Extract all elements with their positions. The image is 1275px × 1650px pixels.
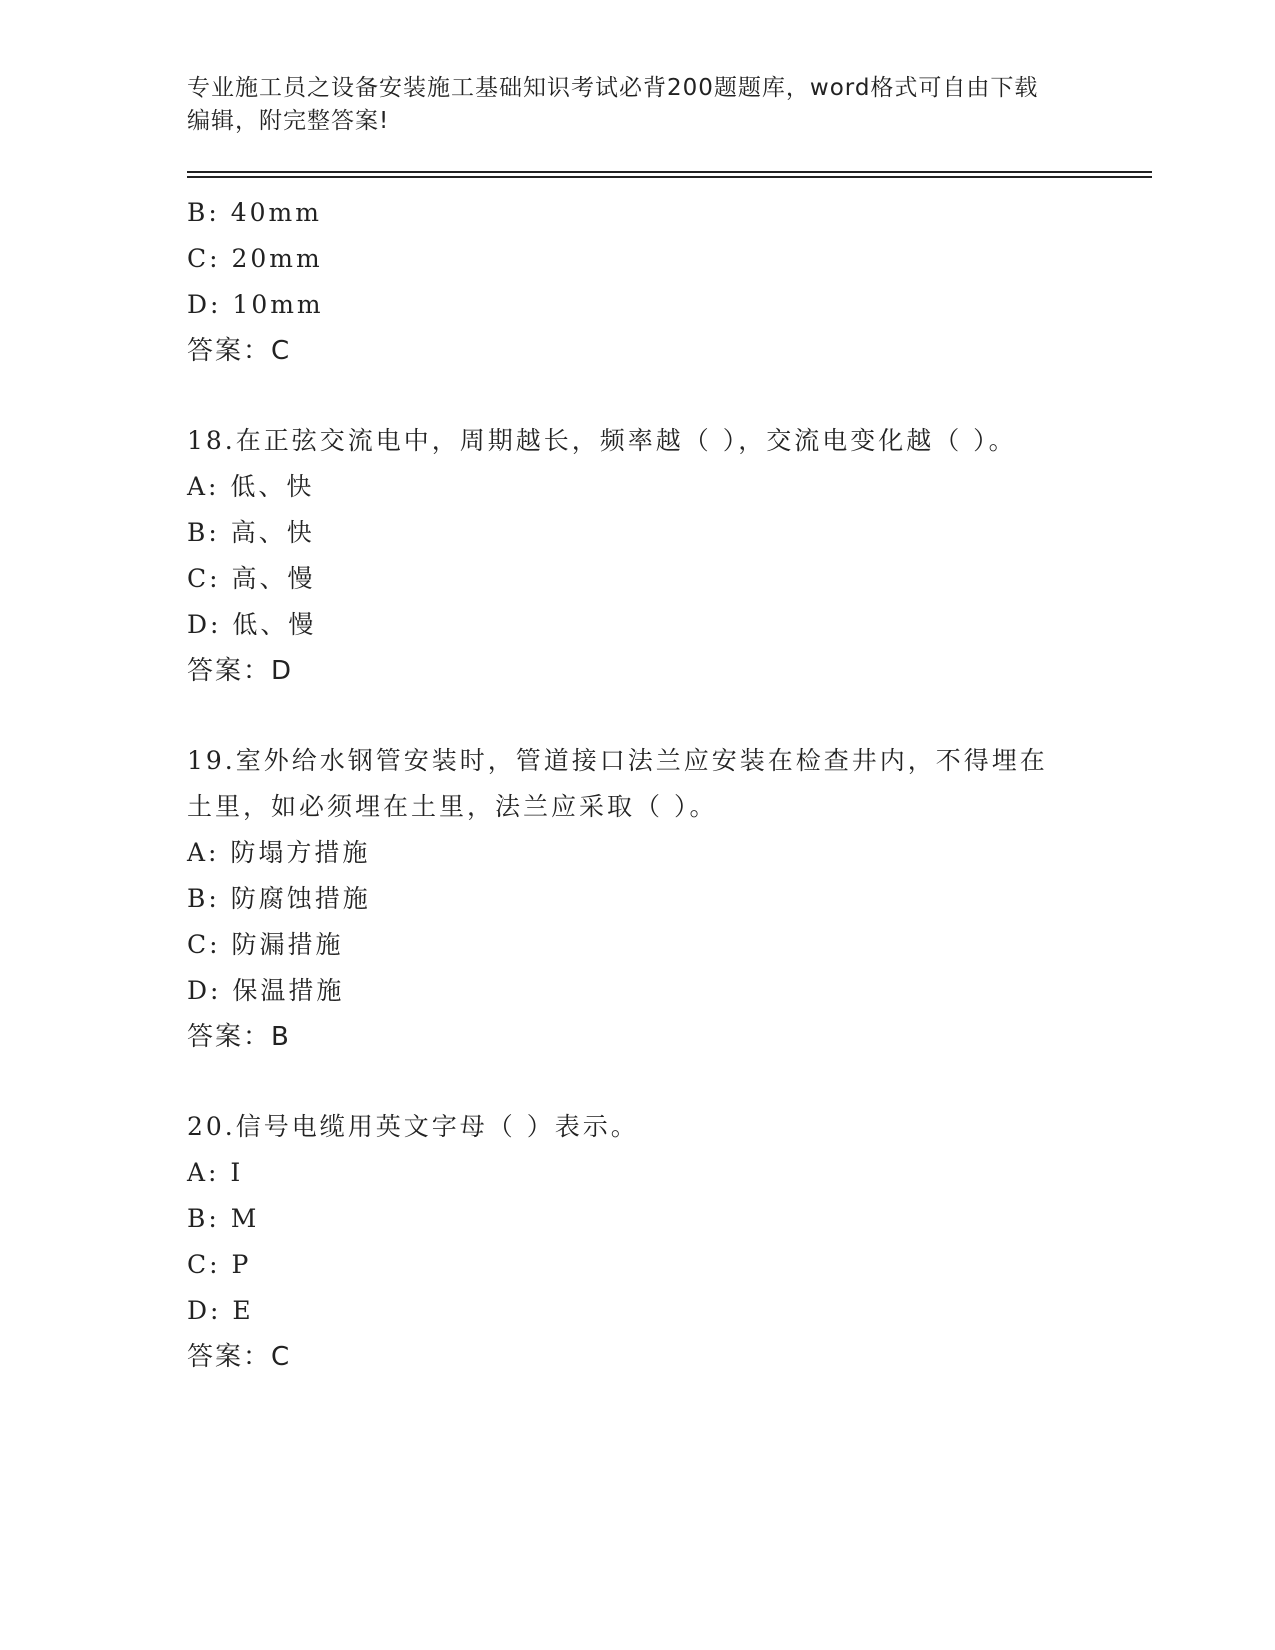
- answer-line: 答案：D: [187, 656, 294, 686]
- option-c: C: 防漏措施: [187, 930, 344, 959]
- header-divider-top: [187, 171, 1152, 173]
- option-d: D: 10mm: [187, 290, 324, 319]
- option-c: C: 20mm: [187, 244, 323, 273]
- option-b: B: 防腐蚀措施: [187, 884, 371, 913]
- option-b: B: 高、快: [187, 518, 315, 547]
- question-list: [187, 190, 1087, 1380]
- header-line-1: 专业施工员之设备安装施工基础知识考试必背200题题库，word格式可自由下载: [187, 75, 1039, 101]
- option-b: B: 40mm: [187, 198, 322, 227]
- answer-line: 答案：C: [187, 336, 292, 366]
- question-text-line-2: 土里，如必须埋在土里，法兰应采取（ ）。: [187, 792, 718, 821]
- question-block-19: [187, 738, 1087, 1060]
- answer-line: 答案：C: [187, 1342, 292, 1372]
- question-block-17: [187, 190, 1087, 374]
- option-d: D: 保温措施: [187, 976, 345, 1005]
- document-header: [187, 72, 1067, 138]
- option-a: A: 低、快: [187, 472, 315, 501]
- question-text: 20.信号电缆用英文字母（ ）表示。: [187, 1112, 639, 1141]
- header-line-2: 编辑，附完整答案!: [187, 108, 390, 134]
- question-text-line-1: 19.室外给水钢管安装时，管道接口法兰应安装在检查井内，不得埋在: [187, 746, 1048, 775]
- header-divider-bottom: [187, 176, 1152, 178]
- option-c: C: 高、慢: [187, 564, 316, 593]
- option-a: A: I: [187, 1158, 244, 1187]
- option-d: D: E: [187, 1296, 254, 1325]
- option-b: B: M: [187, 1204, 260, 1233]
- question-block-20: [187, 1104, 1087, 1380]
- option-c: C: P: [187, 1250, 252, 1279]
- option-a: A: 防塌方措施: [187, 838, 371, 867]
- answer-line: 答案：B: [187, 1022, 291, 1052]
- question-text: 18.在正弦交流电中，周期越长，频率越（ ），交流电变化越（ ）。: [187, 426, 1017, 455]
- question-block-18: [187, 418, 1087, 694]
- option-d: D: 低、慢: [187, 610, 317, 639]
